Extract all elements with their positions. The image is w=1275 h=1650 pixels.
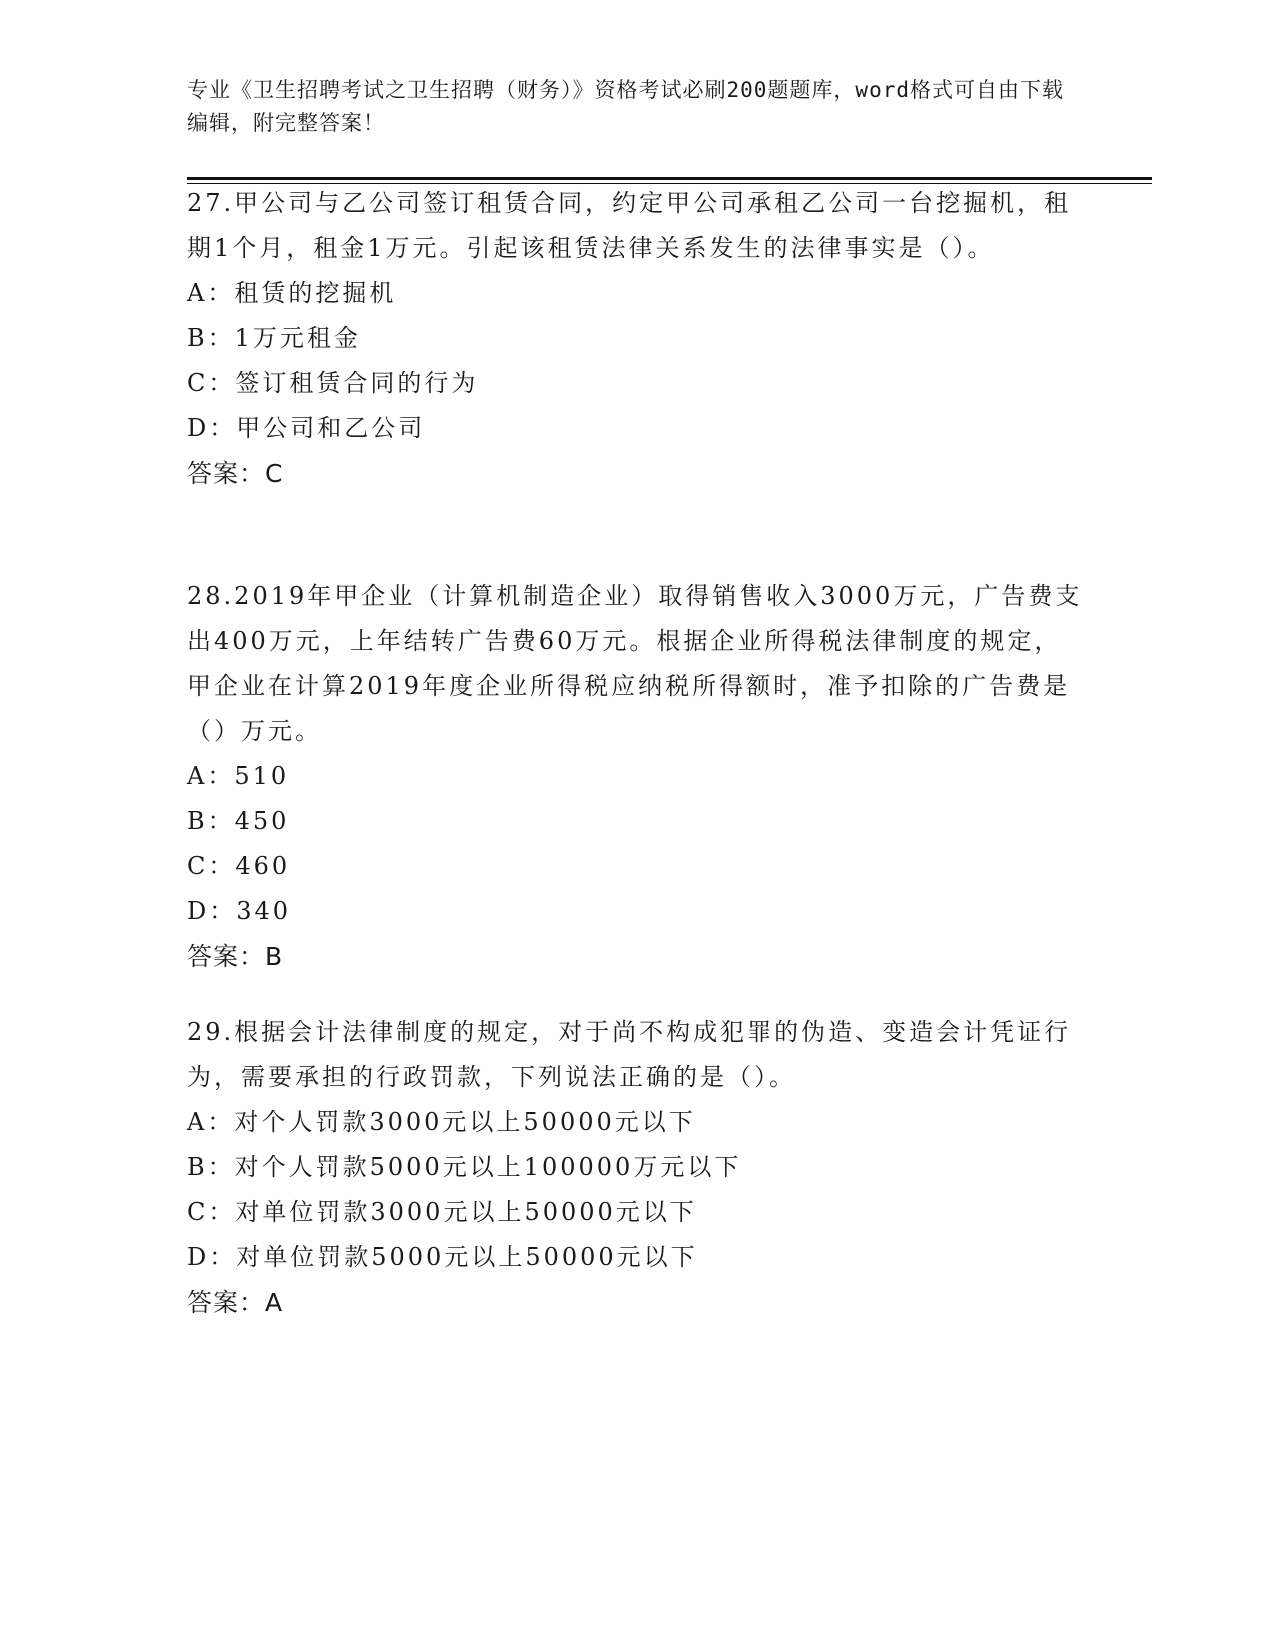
option-a: A：对个人罚款3000元以上50000元以下 — [187, 1108, 696, 1136]
answer-label: 答案：C — [187, 459, 284, 488]
option-b: B：1万元租金 — [187, 324, 361, 352]
option-d: D：340 — [187, 897, 292, 925]
option-c: C：签订租赁合同的行为 — [187, 369, 479, 397]
answer-label: 答案：A — [187, 1288, 284, 1317]
header-divider-thick — [187, 177, 1152, 180]
question-stem: 27.甲公司与乙公司签订租赁合同，约定甲公司承租乙公司一台挖掘机，租期1个月，租金1万元。引起该租赁法律关系发生的法律事实是（）。 — [187, 189, 1072, 262]
question-28 — [187, 574, 1087, 979]
option-b: B：450 — [187, 807, 290, 835]
option-c: C：460 — [187, 852, 291, 880]
option-list — [187, 754, 1087, 934]
option-b: B：对个人罚款5000元以上100000万元以下 — [187, 1153, 742, 1181]
document-header: 专业《卫生招聘考试之卫生招聘（财务）》资格考试必刷200题题库，word格式可自由下载编辑，附完整答案！ — [187, 78, 1064, 135]
option-c: C：对单位罚款3000元以上50000元以下 — [187, 1198, 697, 1226]
answer-label: 答案：B — [187, 942, 284, 971]
option-d: D：甲公司和乙公司 — [187, 414, 426, 442]
option-list — [187, 271, 1087, 451]
option-a: A：租赁的挖掘机 — [187, 279, 397, 307]
option-list — [187, 1100, 1087, 1280]
question-stem: 28.2019年甲企业（计算机制造企业）取得销售收入3000万元，广告费支出400万元，上年结转广告费60万元。根据企业所得税法律制度的规定，甲企业在计算2019年度企业所得税应纳税所得额时，准予扣除的广告费是（）万元。 — [187, 582, 1083, 745]
option-d: D：对单位罚款5000元以上50000元以下 — [187, 1243, 698, 1271]
option-a: A：510 — [187, 762, 290, 790]
question-27 — [187, 181, 1087, 496]
question-29 — [187, 1010, 1087, 1325]
question-stem: 29.根据会计法律制度的规定，对于尚不构成犯罪的伪造、变造会计凭证行为，需要承担的行政罚款，下列说法正确的是（）。 — [187, 1018, 1072, 1091]
